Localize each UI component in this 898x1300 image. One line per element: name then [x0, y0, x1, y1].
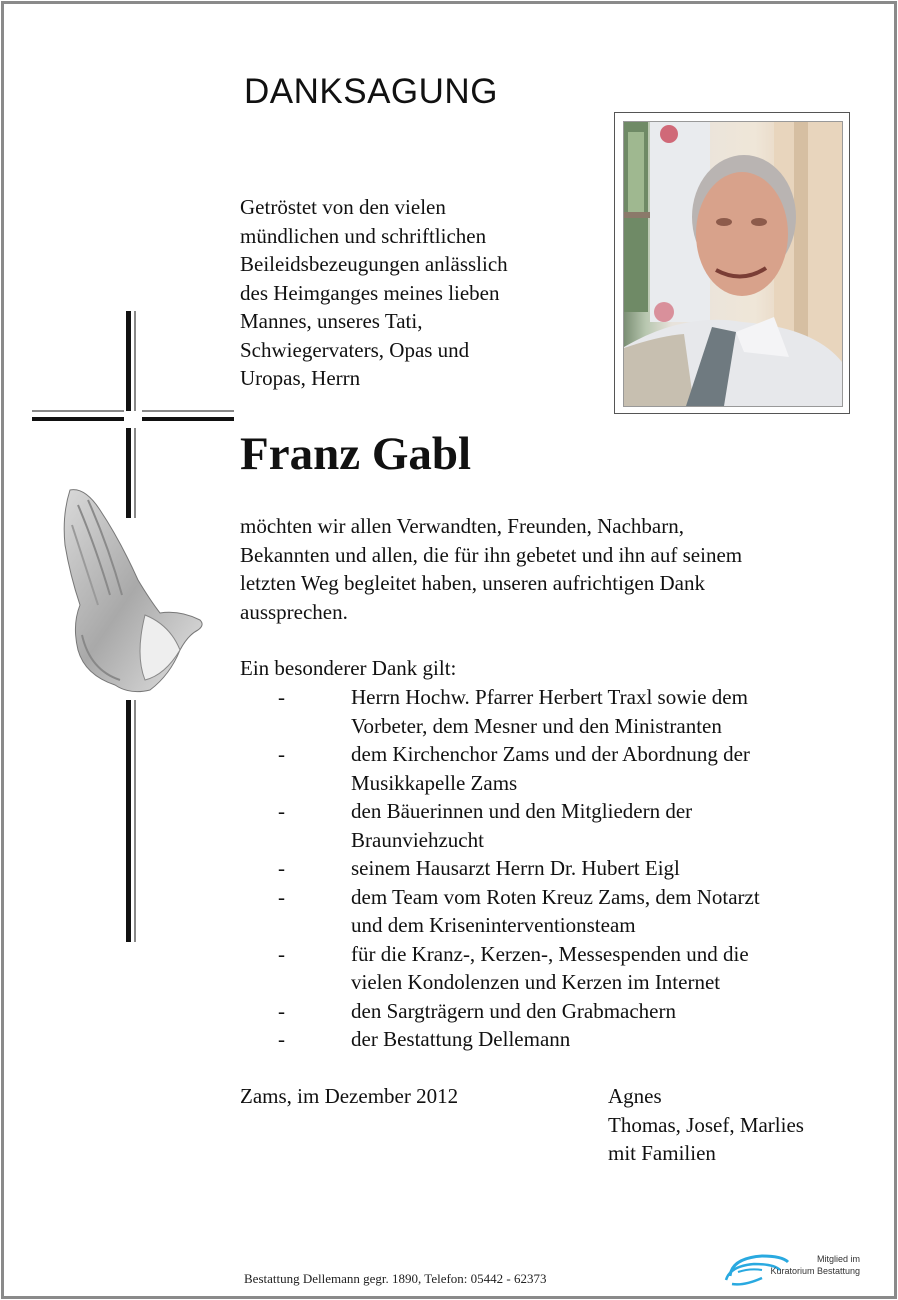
portrait-photo [623, 121, 843, 407]
intro-line: des Heimganges meines lieben [240, 280, 500, 305]
logo-line2: Kuratorium Bestattung [770, 1266, 860, 1276]
list-item [240, 683, 860, 740]
list-item [240, 740, 860, 797]
list-bullet: - [278, 799, 285, 823]
list-item-line: seinem Hausarzt Herrn Dr. Hubert Eigl [351, 856, 680, 880]
footer-funeral-home: Bestattung Dellemann gegr. 1890, Telefon: 05442 - 62373 [244, 1271, 547, 1286]
intro-line: Schwiegervaters, Opas und [240, 337, 470, 362]
list-bullet: - [278, 1027, 285, 1051]
body-line: letzten Weg begleitet haben, unseren aufrichtigen Dank [240, 571, 705, 595]
intro-line: Getröstet von den vielen [240, 195, 446, 219]
list-item [240, 997, 860, 1026]
kuratorium-logo [722, 1248, 862, 1288]
signature-line: Thomas, Josef, Marlies [608, 1112, 804, 1137]
list-bullet: - [278, 998, 285, 1023]
list-item-line: Herrn Hochw. Pfarrer Herbert Traxl sowie dem [351, 685, 748, 709]
list-item [240, 940, 860, 997]
intro-line: Mannes, unseres Tati, [240, 309, 423, 333]
intro-line: mündlichen und schriftlichen [240, 223, 487, 248]
signature-line: mit Familien [608, 1141, 716, 1165]
list-bullet: - [278, 856, 285, 880]
intro-paragraph [240, 193, 600, 393]
thanks-paragraph [240, 512, 860, 626]
special-thanks-heading: Ein besonderer Dank gilt: [240, 656, 457, 680]
list-item-line: der Bestattung Dellemann [351, 1027, 571, 1051]
list-bullet: - [278, 941, 285, 966]
portrait-photo-frame [614, 112, 850, 414]
list-item-line: Braunviehzucht [351, 827, 484, 852]
deceased-name: Franz Gabl [240, 428, 472, 480]
intro-line: Beileidsbezeugungen anlässlich [240, 252, 508, 276]
list-item [240, 797, 860, 854]
page-title: DANKSAGUNG [244, 72, 498, 111]
list-item-line: und dem Kriseninterventionsteam [351, 913, 636, 937]
body-line: aussprechen. [240, 599, 348, 624]
body-line: Bekannten und allen, die für ihn gebetet und ihn auf seinem [240, 542, 743, 567]
list-item-line: dem Kirchenchor Zams und der Abordnung der [351, 742, 750, 766]
list-item-line: den Sargträgern und den Grabmachern [351, 998, 676, 1023]
body-line: möchten wir allen Verwandten, Freunden, Nachbarn, [240, 514, 684, 538]
list-item-line: vielen Kondolenzen und Kerzen im Internet [351, 970, 721, 994]
list-item-line: Musikkapelle Zams [351, 770, 518, 795]
list-item-line: dem Team vom Roten Kreuz Zams, dem Notarzt [351, 884, 760, 909]
signature-line: Agnes [608, 1084, 662, 1108]
list-item-line: für die Kranz-, Kerzen-, Messespenden und die [351, 941, 749, 966]
list-bullet: - [278, 685, 285, 709]
family-signatures [608, 1082, 804, 1168]
logo-line1: Mitglied im [816, 1254, 860, 1264]
list-bullet: - [278, 884, 285, 909]
special-thanks-list [240, 683, 860, 1054]
portrait-illustration [624, 122, 842, 406]
intro-line: Uropas, Herrn [240, 366, 361, 390]
list-bullet: - [278, 742, 285, 766]
praying-hands-icon [60, 485, 210, 700]
list-item [240, 1025, 860, 1054]
place-date: Zams, im Dezember 2012 [240, 1084, 459, 1108]
list-item-line: Vorbeter, dem Mesner und den Ministranten [351, 713, 722, 738]
list-item [240, 854, 860, 883]
list-item-line: den Bäuerinnen und den Mitgliedern der [351, 799, 693, 823]
list-item [240, 883, 860, 940]
